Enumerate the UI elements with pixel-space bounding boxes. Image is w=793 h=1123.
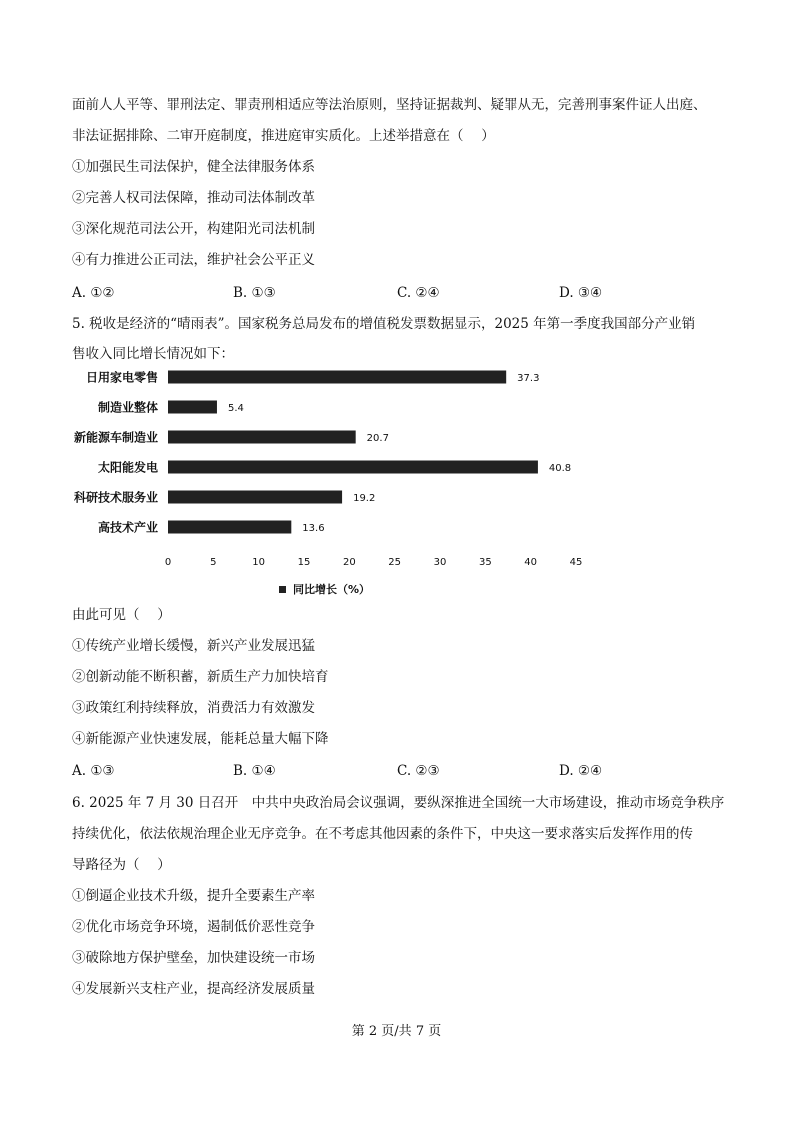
legend-swatch: [279, 586, 286, 593]
data-label: 40.8: [548, 463, 572, 474]
q5-stem-line-3: 由此可见（ ）: [72, 607, 171, 623]
data-label: 20.7: [366, 433, 389, 444]
q4-stem-line-1: 面前人人平等、罪刑法定、罪责刑相适应等法治原则，坚持证据裁判、疑罪从无，完善刑事案件证人出庭、: [72, 97, 707, 113]
page-footer: 第 2 页/共 7 页: [351, 1024, 442, 1039]
category-label: 日用家电零售: [85, 370, 158, 385]
bar: [168, 401, 217, 414]
x-tick-label: 10: [252, 557, 266, 568]
q5-option-a: A. ①③: [72, 763, 115, 779]
legend-label: 同比增长（%）: [293, 583, 371, 596]
q5-item-1: ①传统产业增长缓慢，新兴产业发展迅猛: [72, 638, 315, 654]
q4-option-c: C. ②④: [397, 285, 440, 301]
q6-item-2: ②优化市场竞争环境，遏制低价恶性竞争: [72, 919, 315, 935]
growth-bar-chart: [60, 362, 600, 602]
q5-stem-line-1: 5. 税收是经济的“晴雨表”。国家税务总局发布的增值税发票数据显示，2025 年第一季度我国部分产业销: [72, 316, 696, 332]
data-label: 37.3: [517, 373, 540, 384]
q4-item-2: ②完善人权司法保障，推动司法体制改革: [72, 190, 315, 206]
q4-item-4: ④有力推进公正司法，维护社会公平正义: [72, 252, 315, 268]
q4-item-3: ③深化规范司法公开，构建阳光司法机制: [72, 221, 315, 237]
x-tick-label: 35: [478, 557, 492, 568]
q4-option-a: A. ①②: [72, 285, 115, 301]
category-label: 科研技术服务业: [73, 490, 158, 505]
x-tick-label: 25: [388, 557, 402, 568]
x-tick-label: 40: [524, 557, 538, 568]
x-tick-label: 45: [569, 557, 583, 568]
q6-stem-line-2: 持续优化，依法依规治理企业无序竞争。在不考虑其他因素的条件下，中央这一要求落实后发挥作用的传: [72, 826, 693, 842]
category-label: 制造业整体: [97, 400, 158, 415]
category-label: 新能源车制造业: [73, 430, 158, 445]
data-label: 19.2: [353, 493, 376, 504]
q6-item-3: ③破除地方保护壁垒，加快建设统一市场: [72, 950, 315, 966]
category-label: 太阳能发电: [97, 460, 158, 475]
q6-stem-line-3: 导路径为（ ）: [72, 857, 171, 873]
q5-option-d: D. ②④: [559, 763, 603, 779]
bar: [168, 371, 506, 384]
q4-item-1: ①加强民生司法保护，健全法律服务体系: [72, 159, 315, 175]
q4-option-d: D. ③④: [559, 285, 603, 301]
x-tick-label: 15: [297, 557, 311, 568]
q4-stem-line-2: 非法证据排除、二审开庭制度，推进庭审实质化。上述举措意在（ ）: [72, 128, 495, 144]
q5-option-c: C. ②③: [397, 763, 440, 779]
q6-item-4: ④发展新兴支柱产业，提高经济发展质量: [72, 981, 315, 997]
q5-item-3: ③政策红利持续释放，消费活力有效激发: [72, 700, 315, 716]
q5-item-4: ④新能源产业快速发展，能耗总量大幅下降: [72, 731, 329, 747]
data-label: 13.6: [302, 523, 325, 534]
bar: [168, 491, 342, 504]
data-label: 5.4: [227, 403, 244, 414]
q6-stem-line-1: 6. 2025 年 7 月 30 日召开 中共中央政治局会议强调，要纵深推进全国统一大市场建设，推动市场竞争秩序: [72, 795, 725, 811]
x-tick-label: 20: [342, 557, 356, 568]
category-label: 高技术产业: [97, 520, 158, 535]
q5-stem-line-2: 售收入同比增长情况如下：: [72, 346, 234, 362]
x-tick-label: 30: [433, 557, 447, 568]
bar: [168, 431, 356, 444]
q5-item-2: ②创新动能不断积蓄，新质生产力加快培育: [72, 669, 329, 685]
q6-item-1: ①倒逼企业技术升级，提升全要素生产率: [72, 888, 315, 904]
bar: [168, 461, 538, 474]
bar: [168, 521, 291, 534]
q5-option-b: B. ①④: [233, 763, 276, 779]
q4-option-b: B. ①③: [233, 285, 276, 301]
x-tick-label: 0: [164, 557, 172, 568]
x-tick-label: 5: [210, 557, 217, 568]
